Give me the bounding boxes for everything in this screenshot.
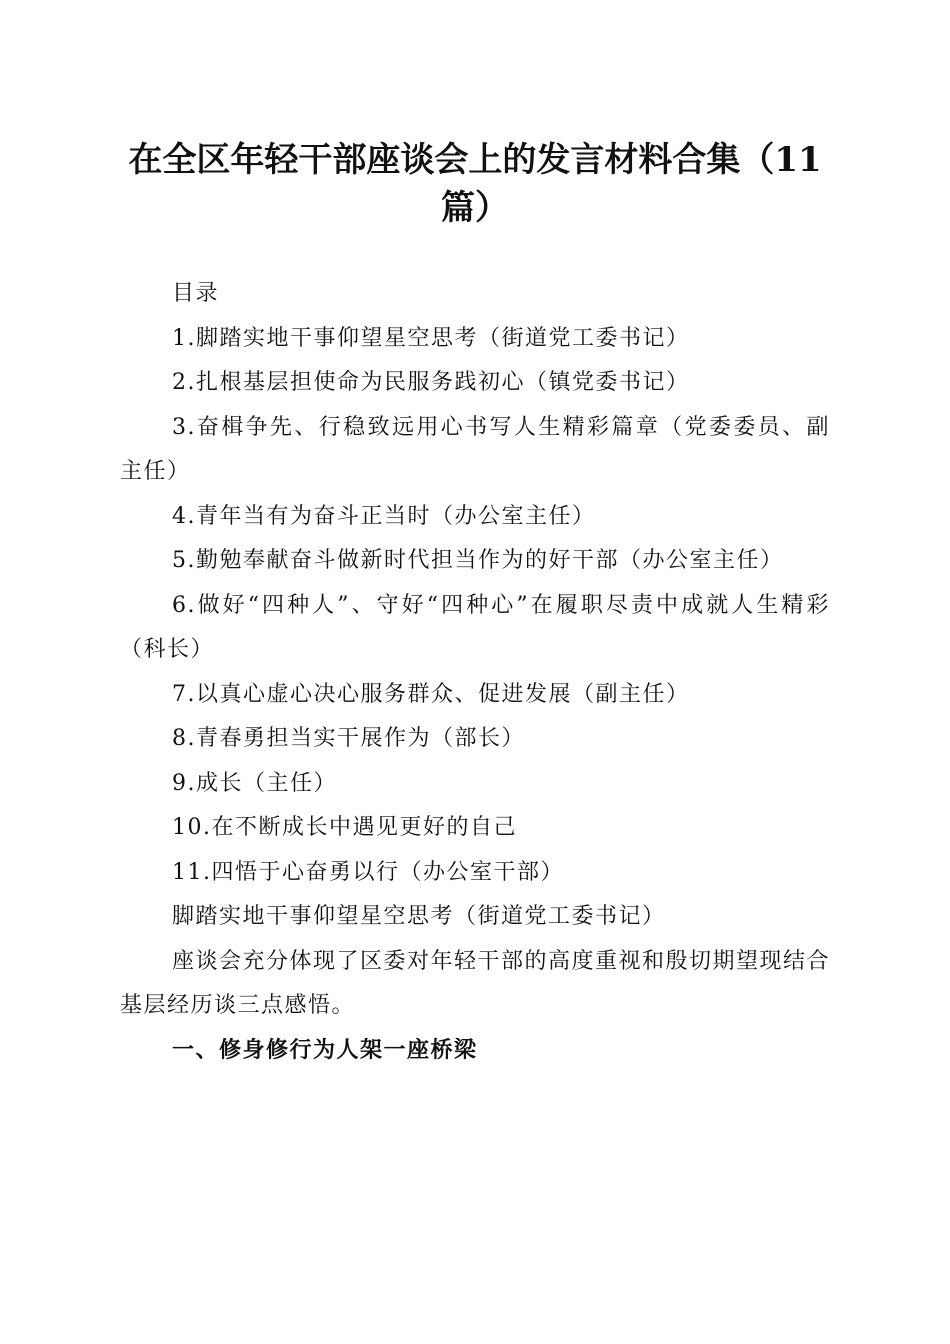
toc-item-5: 5.勤勉奉献奋斗做新时代担当作为的好干部（办公室主任） [172, 548, 784, 573]
toc-heading: 目录 [172, 281, 220, 306]
toc-item-4: 4.青年当有为奋斗正当时（办公室主任） [172, 503, 596, 529]
document-body [120, 272, 830, 1073]
toc-item-7: 7.以真心虚心决心服务群众、促进发展（副主任） [172, 681, 690, 707]
toc-item-8: 8.青春勇担当实干展作为（部长） [172, 726, 525, 751]
toc-item-10: 10.在不断成长中遇见更好的自己 [172, 815, 517, 840]
toc-item-9: 9.成长（主任） [172, 770, 337, 796]
toc-item-11: 11.四悟于心奋勇以行（办公室干部） [172, 859, 564, 885]
toc-item-6: 6.做好“四种人”、守好“四种心”在履职尽责中成就人生精彩（科长） [120, 592, 830, 662]
toc-item-2: 2.扎根基层担使命为民服务践初心（镇党委书记） [172, 370, 690, 395]
toc-item-3: 3.奋楫争先、行稳致远用心书写人生精彩篇章（党委委员、副主任） [120, 414, 830, 484]
document-title: 在全区年轻干部座谈会上的发言材料合集（11篇） [128, 140, 822, 228]
article-title: 脚踏实地干事仰望星空思考（街道党工委书记） [172, 904, 666, 929]
intro-paragraph: 座谈会充分体现了区委对年轻干部的高度重视和殷切期望现结合基层经历谈三点感悟。 [120, 948, 831, 1018]
toc-item-1: 1.脚踏实地干事仰望星空思考（街道党工委书记） [172, 325, 690, 351]
section-heading: 一、修身修行为人架一座桥梁 [172, 1037, 478, 1063]
